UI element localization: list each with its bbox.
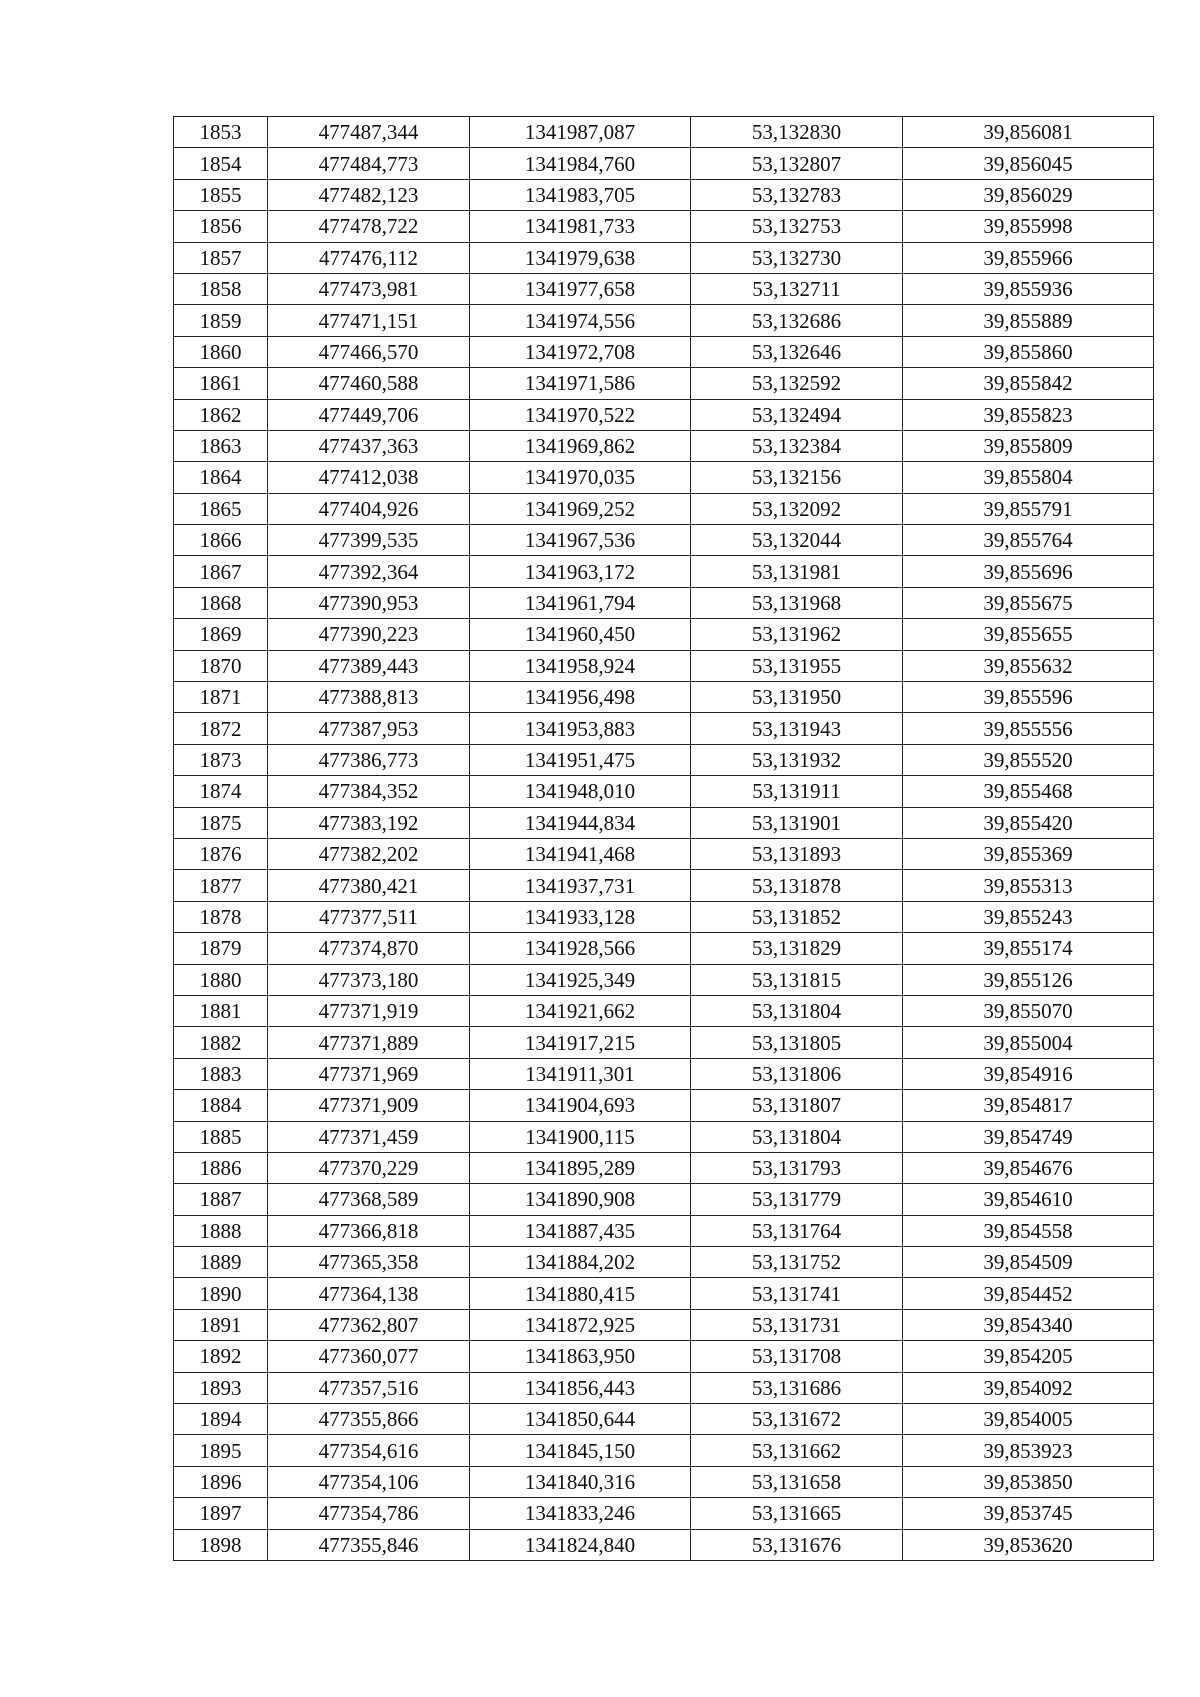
x-coordinate-cell: 477392,364	[268, 556, 470, 587]
x-coordinate-cell: 477390,223	[268, 619, 470, 650]
y-coordinate-cell: 1341956,498	[470, 682, 691, 713]
x-coordinate-cell: 477476,112	[268, 242, 470, 273]
table-row	[174, 242, 1154, 273]
x-coordinate-cell: 477487,344	[268, 117, 470, 148]
x-coordinate-cell: 477404,926	[268, 493, 470, 524]
y-coordinate-cell: 1341953,883	[470, 713, 691, 744]
latitude-cell: 53,131764	[691, 1215, 903, 1246]
longitude-cell: 39,854452	[903, 1278, 1154, 1309]
y-coordinate-cell: 1341845,150	[470, 1435, 691, 1466]
x-coordinate-cell: 477384,352	[268, 776, 470, 807]
latitude-cell: 53,132686	[691, 305, 903, 336]
longitude-cell: 39,855889	[903, 305, 1154, 336]
y-coordinate-cell: 1341917,215	[470, 1027, 691, 1058]
longitude-cell: 39,854092	[903, 1372, 1154, 1403]
y-coordinate-cell: 1341887,435	[470, 1215, 691, 1246]
latitude-cell: 53,132646	[691, 336, 903, 367]
point-number-cell: 1896	[174, 1466, 268, 1497]
table-row	[174, 1341, 1154, 1372]
latitude-cell: 53,131901	[691, 807, 903, 838]
y-coordinate-cell: 1341977,658	[470, 273, 691, 304]
table-row	[174, 179, 1154, 210]
longitude-cell: 39,853745	[903, 1498, 1154, 1529]
table-row	[174, 493, 1154, 524]
point-number-cell: 1865	[174, 493, 268, 524]
table-row	[174, 1058, 1154, 1089]
point-number-cell: 1867	[174, 556, 268, 587]
table-row	[174, 556, 1154, 587]
point-number-cell: 1882	[174, 1027, 268, 1058]
table-row	[174, 1404, 1154, 1435]
x-coordinate-cell: 477368,589	[268, 1184, 470, 1215]
longitude-cell: 39,856045	[903, 148, 1154, 179]
longitude-cell: 39,855556	[903, 713, 1154, 744]
table-row	[174, 713, 1154, 744]
table-row	[174, 368, 1154, 399]
table-row	[174, 619, 1154, 650]
longitude-cell: 39,854509	[903, 1247, 1154, 1278]
x-coordinate-cell: 477377,511	[268, 901, 470, 932]
latitude-cell: 53,131943	[691, 713, 903, 744]
latitude-cell: 53,132384	[691, 430, 903, 461]
point-number-cell: 1897	[174, 1498, 268, 1529]
y-coordinate-cell: 1341974,556	[470, 305, 691, 336]
latitude-cell: 53,131805	[691, 1027, 903, 1058]
latitude-cell: 53,132092	[691, 493, 903, 524]
longitude-cell: 39,855809	[903, 430, 1154, 461]
x-coordinate-cell: 477365,358	[268, 1247, 470, 1278]
x-coordinate-cell: 477354,106	[268, 1466, 470, 1497]
latitude-cell: 53,132730	[691, 242, 903, 273]
table-row	[174, 901, 1154, 932]
point-number-cell: 1892	[174, 1341, 268, 1372]
table-row	[174, 430, 1154, 461]
table-row	[174, 807, 1154, 838]
point-number-cell: 1876	[174, 838, 268, 869]
y-coordinate-cell: 1341928,566	[470, 933, 691, 964]
point-number-cell: 1866	[174, 525, 268, 556]
point-number-cell: 1886	[174, 1152, 268, 1183]
table-row	[174, 525, 1154, 556]
x-coordinate-cell: 477383,192	[268, 807, 470, 838]
x-coordinate-cell: 477387,953	[268, 713, 470, 744]
x-coordinate-cell: 477360,077	[268, 1341, 470, 1372]
y-coordinate-cell: 1341872,925	[470, 1309, 691, 1340]
x-coordinate-cell: 477478,722	[268, 211, 470, 242]
point-number-cell: 1879	[174, 933, 268, 964]
longitude-cell: 39,855632	[903, 650, 1154, 681]
x-coordinate-cell: 477380,421	[268, 870, 470, 901]
table-row	[174, 838, 1154, 869]
latitude-cell: 53,132830	[691, 117, 903, 148]
longitude-cell: 39,855420	[903, 807, 1154, 838]
y-coordinate-cell: 1341824,840	[470, 1529, 691, 1560]
x-coordinate-cell: 477437,363	[268, 430, 470, 461]
longitude-cell: 39,854005	[903, 1404, 1154, 1435]
y-coordinate-cell: 1341984,760	[470, 148, 691, 179]
table-row	[174, 1152, 1154, 1183]
table-row	[174, 1090, 1154, 1121]
x-coordinate-cell: 477371,969	[268, 1058, 470, 1089]
longitude-cell: 39,854676	[903, 1152, 1154, 1183]
latitude-cell: 53,131911	[691, 776, 903, 807]
y-coordinate-cell: 1341981,733	[470, 211, 691, 242]
point-number-cell: 1868	[174, 587, 268, 618]
x-coordinate-cell: 477354,786	[268, 1498, 470, 1529]
point-number-cell: 1853	[174, 117, 268, 148]
x-coordinate-cell: 477382,202	[268, 838, 470, 869]
point-number-cell: 1888	[174, 1215, 268, 1246]
point-number-cell: 1880	[174, 964, 268, 995]
latitude-cell: 53,131793	[691, 1152, 903, 1183]
y-coordinate-cell: 1341951,475	[470, 744, 691, 775]
point-number-cell: 1891	[174, 1309, 268, 1340]
latitude-cell: 53,131665	[691, 1498, 903, 1529]
longitude-cell: 39,854558	[903, 1215, 1154, 1246]
y-coordinate-cell: 1341880,415	[470, 1278, 691, 1309]
point-number-cell: 1877	[174, 870, 268, 901]
x-coordinate-cell: 477362,807	[268, 1309, 470, 1340]
latitude-cell: 53,131932	[691, 744, 903, 775]
table-row	[174, 148, 1154, 179]
longitude-cell: 39,854817	[903, 1090, 1154, 1121]
x-coordinate-cell: 477364,138	[268, 1278, 470, 1309]
latitude-cell: 53,131955	[691, 650, 903, 681]
point-number-cell: 1875	[174, 807, 268, 838]
point-number-cell: 1871	[174, 682, 268, 713]
y-coordinate-cell: 1341969,252	[470, 493, 691, 524]
y-coordinate-cell: 1341960,450	[470, 619, 691, 650]
point-number-cell: 1859	[174, 305, 268, 336]
y-coordinate-cell: 1341904,693	[470, 1090, 691, 1121]
latitude-cell: 53,132494	[691, 399, 903, 430]
point-number-cell: 1898	[174, 1529, 268, 1560]
x-coordinate-cell: 477373,180	[268, 964, 470, 995]
table-row	[174, 1309, 1154, 1340]
latitude-cell: 53,131852	[691, 901, 903, 932]
y-coordinate-cell: 1341979,638	[470, 242, 691, 273]
latitude-cell: 53,131807	[691, 1090, 903, 1121]
x-coordinate-cell: 477482,123	[268, 179, 470, 210]
y-coordinate-cell: 1341921,662	[470, 995, 691, 1026]
y-coordinate-cell: 1341967,536	[470, 525, 691, 556]
latitude-cell: 53,131658	[691, 1466, 903, 1497]
longitude-cell: 39,854749	[903, 1121, 1154, 1152]
y-coordinate-cell: 1341933,128	[470, 901, 691, 932]
x-coordinate-cell: 477412,038	[268, 462, 470, 493]
latitude-cell: 53,131968	[691, 587, 903, 618]
longitude-cell: 39,855004	[903, 1027, 1154, 1058]
latitude-cell: 53,131686	[691, 1372, 903, 1403]
y-coordinate-cell: 1341895,289	[470, 1152, 691, 1183]
x-coordinate-cell: 477390,953	[268, 587, 470, 618]
latitude-cell: 53,132753	[691, 211, 903, 242]
y-coordinate-cell: 1341948,010	[470, 776, 691, 807]
longitude-cell: 39,855823	[903, 399, 1154, 430]
table-row	[174, 1027, 1154, 1058]
table-row	[174, 744, 1154, 775]
x-coordinate-cell: 477366,818	[268, 1215, 470, 1246]
longitude-cell: 39,853620	[903, 1529, 1154, 1560]
table-row	[174, 1184, 1154, 1215]
latitude-cell: 53,131662	[691, 1435, 903, 1466]
table-row	[174, 1529, 1154, 1560]
longitude-cell: 39,854610	[903, 1184, 1154, 1215]
latitude-cell: 53,131950	[691, 682, 903, 713]
y-coordinate-cell: 1341983,705	[470, 179, 691, 210]
table-row	[174, 462, 1154, 493]
point-number-cell: 1885	[174, 1121, 268, 1152]
y-coordinate-cell: 1341972,708	[470, 336, 691, 367]
y-coordinate-cell: 1341944,834	[470, 807, 691, 838]
x-coordinate-cell: 477388,813	[268, 682, 470, 713]
point-number-cell: 1878	[174, 901, 268, 932]
longitude-cell: 39,855791	[903, 493, 1154, 524]
table-row	[174, 1466, 1154, 1497]
point-number-cell: 1863	[174, 430, 268, 461]
point-number-cell: 1889	[174, 1247, 268, 1278]
coordinates-table	[173, 116, 1154, 1561]
latitude-cell: 53,131741	[691, 1278, 903, 1309]
latitude-cell: 53,131676	[691, 1529, 903, 1560]
point-number-cell: 1858	[174, 273, 268, 304]
x-coordinate-cell: 477355,866	[268, 1404, 470, 1435]
point-number-cell: 1887	[174, 1184, 268, 1215]
point-number-cell: 1862	[174, 399, 268, 430]
table-row	[174, 587, 1154, 618]
table-row	[174, 211, 1154, 242]
x-coordinate-cell: 477357,516	[268, 1372, 470, 1403]
longitude-cell: 39,855468	[903, 776, 1154, 807]
longitude-cell: 39,855860	[903, 336, 1154, 367]
point-number-cell: 1864	[174, 462, 268, 493]
table-row	[174, 776, 1154, 807]
table-row	[174, 1121, 1154, 1152]
point-number-cell: 1872	[174, 713, 268, 744]
longitude-cell: 39,855966	[903, 242, 1154, 273]
x-coordinate-cell: 477370,229	[268, 1152, 470, 1183]
y-coordinate-cell: 1341884,202	[470, 1247, 691, 1278]
longitude-cell: 39,855174	[903, 933, 1154, 964]
latitude-cell: 53,132783	[691, 179, 903, 210]
x-coordinate-cell: 477374,870	[268, 933, 470, 964]
longitude-cell: 39,856029	[903, 179, 1154, 210]
latitude-cell: 53,131893	[691, 838, 903, 869]
x-coordinate-cell: 477449,706	[268, 399, 470, 430]
longitude-cell: 39,855842	[903, 368, 1154, 399]
point-number-cell: 1856	[174, 211, 268, 242]
x-coordinate-cell: 477466,570	[268, 336, 470, 367]
x-coordinate-cell: 477460,588	[268, 368, 470, 399]
longitude-cell: 39,853850	[903, 1466, 1154, 1497]
point-number-cell: 1895	[174, 1435, 268, 1466]
latitude-cell: 53,131878	[691, 870, 903, 901]
point-number-cell: 1893	[174, 1372, 268, 1403]
x-coordinate-cell: 477371,909	[268, 1090, 470, 1121]
latitude-cell: 53,131731	[691, 1309, 903, 1340]
table-row	[174, 933, 1154, 964]
x-coordinate-cell: 477371,459	[268, 1121, 470, 1152]
longitude-cell: 39,854916	[903, 1058, 1154, 1089]
longitude-cell: 39,854205	[903, 1341, 1154, 1372]
x-coordinate-cell: 477473,981	[268, 273, 470, 304]
longitude-cell: 39,855313	[903, 870, 1154, 901]
table-row	[174, 650, 1154, 681]
y-coordinate-cell: 1341970,035	[470, 462, 691, 493]
y-coordinate-cell: 1341900,115	[470, 1121, 691, 1152]
y-coordinate-cell: 1341833,246	[470, 1498, 691, 1529]
latitude-cell: 53,131981	[691, 556, 903, 587]
longitude-cell: 39,855369	[903, 838, 1154, 869]
point-number-cell: 1894	[174, 1404, 268, 1435]
longitude-cell: 39,855696	[903, 556, 1154, 587]
x-coordinate-cell: 477355,846	[268, 1529, 470, 1560]
longitude-cell: 39,855998	[903, 211, 1154, 242]
point-number-cell: 1884	[174, 1090, 268, 1121]
longitude-cell: 39,855596	[903, 682, 1154, 713]
latitude-cell: 53,132711	[691, 273, 903, 304]
y-coordinate-cell: 1341961,794	[470, 587, 691, 618]
y-coordinate-cell: 1341941,468	[470, 838, 691, 869]
latitude-cell: 53,131829	[691, 933, 903, 964]
table-row	[174, 995, 1154, 1026]
x-coordinate-cell: 477471,151	[268, 305, 470, 336]
x-coordinate-cell: 477371,889	[268, 1027, 470, 1058]
table-row	[174, 1435, 1154, 1466]
table-row	[174, 1247, 1154, 1278]
point-number-cell: 1874	[174, 776, 268, 807]
latitude-cell: 53,132592	[691, 368, 903, 399]
latitude-cell: 53,132156	[691, 462, 903, 493]
latitude-cell: 53,131806	[691, 1058, 903, 1089]
longitude-cell: 39,855655	[903, 619, 1154, 650]
point-number-cell: 1857	[174, 242, 268, 273]
y-coordinate-cell: 1341840,316	[470, 1466, 691, 1497]
point-number-cell: 1881	[174, 995, 268, 1026]
longitude-cell: 39,855243	[903, 901, 1154, 932]
x-coordinate-cell: 477399,535	[268, 525, 470, 556]
y-coordinate-cell: 1341971,586	[470, 368, 691, 399]
x-coordinate-cell: 477389,443	[268, 650, 470, 681]
table-row	[174, 336, 1154, 367]
x-coordinate-cell: 477371,919	[268, 995, 470, 1026]
y-coordinate-cell: 1341850,644	[470, 1404, 691, 1435]
point-number-cell: 1890	[174, 1278, 268, 1309]
table-row	[174, 399, 1154, 430]
coordinates-table-body	[174, 117, 1154, 1561]
point-number-cell: 1861	[174, 368, 268, 399]
point-number-cell: 1870	[174, 650, 268, 681]
y-coordinate-cell: 1341890,908	[470, 1184, 691, 1215]
table-row	[174, 870, 1154, 901]
table-row	[174, 117, 1154, 148]
y-coordinate-cell: 1341863,950	[470, 1341, 691, 1372]
latitude-cell: 53,131672	[691, 1404, 903, 1435]
y-coordinate-cell: 1341970,522	[470, 399, 691, 430]
table-row	[174, 1372, 1154, 1403]
longitude-cell: 39,853923	[903, 1435, 1154, 1466]
longitude-cell: 39,855520	[903, 744, 1154, 775]
latitude-cell: 53,131804	[691, 1121, 903, 1152]
latitude-cell: 53,131804	[691, 995, 903, 1026]
x-coordinate-cell: 477354,616	[268, 1435, 470, 1466]
point-number-cell: 1860	[174, 336, 268, 367]
latitude-cell: 53,131779	[691, 1184, 903, 1215]
latitude-cell: 53,131815	[691, 964, 903, 995]
latitude-cell: 53,131708	[691, 1341, 903, 1372]
longitude-cell: 39,855764	[903, 525, 1154, 556]
table-row	[174, 1215, 1154, 1246]
y-coordinate-cell: 1341937,731	[470, 870, 691, 901]
table-row	[174, 273, 1154, 304]
point-number-cell: 1855	[174, 179, 268, 210]
y-coordinate-cell: 1341856,443	[470, 1372, 691, 1403]
table-row	[174, 1278, 1154, 1309]
longitude-cell: 39,854340	[903, 1309, 1154, 1340]
longitude-cell: 39,855936	[903, 273, 1154, 304]
latitude-cell: 53,132044	[691, 525, 903, 556]
table-row	[174, 305, 1154, 336]
table-row	[174, 964, 1154, 995]
point-number-cell: 1873	[174, 744, 268, 775]
longitude-cell: 39,855675	[903, 587, 1154, 618]
point-number-cell: 1854	[174, 148, 268, 179]
point-number-cell: 1883	[174, 1058, 268, 1089]
latitude-cell: 53,132807	[691, 148, 903, 179]
y-coordinate-cell: 1341911,301	[470, 1058, 691, 1089]
table-row	[174, 682, 1154, 713]
x-coordinate-cell: 477386,773	[268, 744, 470, 775]
y-coordinate-cell: 1341987,087	[470, 117, 691, 148]
longitude-cell: 39,856081	[903, 117, 1154, 148]
x-coordinate-cell: 477484,773	[268, 148, 470, 179]
longitude-cell: 39,855804	[903, 462, 1154, 493]
longitude-cell: 39,855070	[903, 995, 1154, 1026]
latitude-cell: 53,131962	[691, 619, 903, 650]
point-number-cell: 1869	[174, 619, 268, 650]
longitude-cell: 39,855126	[903, 964, 1154, 995]
table-row	[174, 1498, 1154, 1529]
y-coordinate-cell: 1341969,862	[470, 430, 691, 461]
y-coordinate-cell: 1341925,349	[470, 964, 691, 995]
y-coordinate-cell: 1341958,924	[470, 650, 691, 681]
y-coordinate-cell: 1341963,172	[470, 556, 691, 587]
latitude-cell: 53,131752	[691, 1247, 903, 1278]
